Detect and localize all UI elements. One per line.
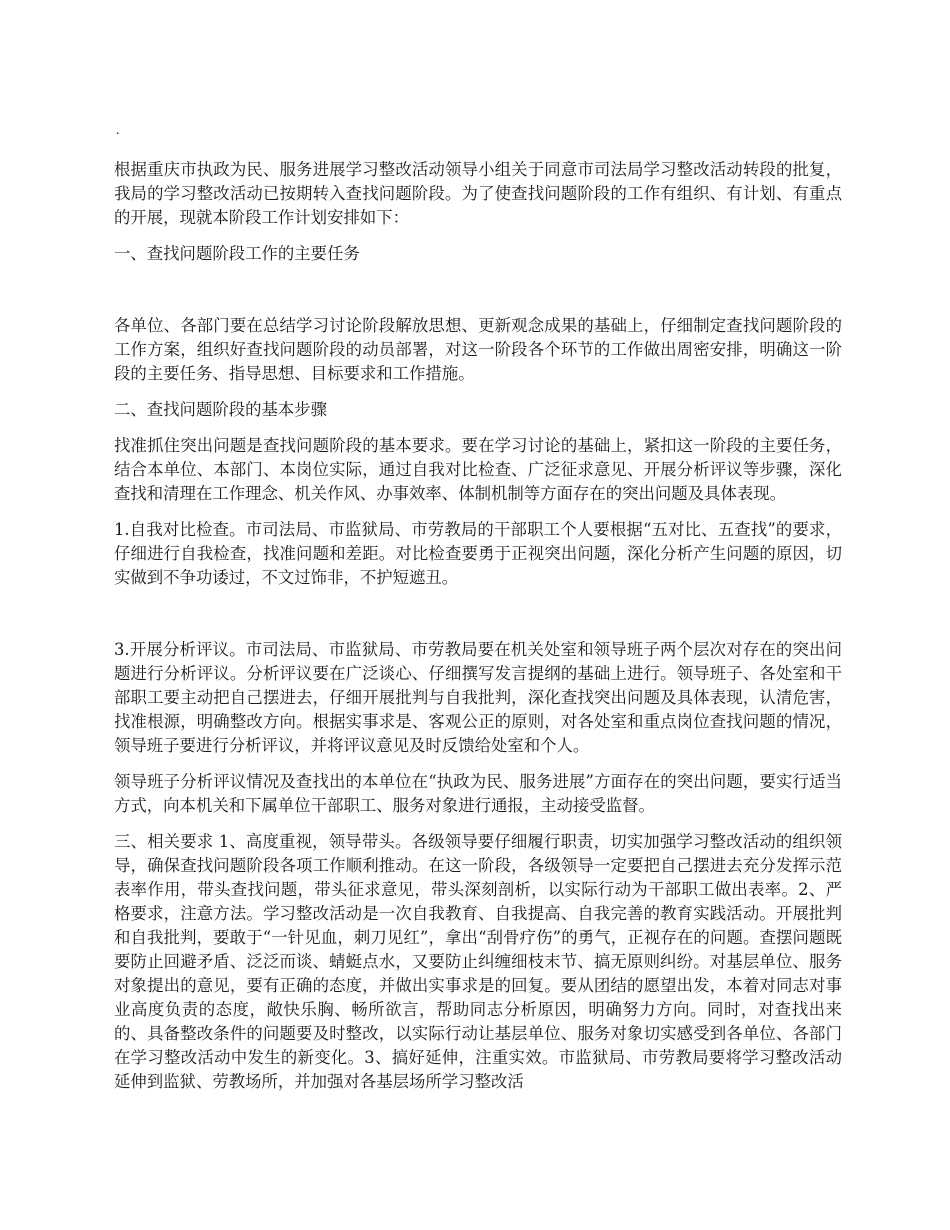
step-3-paragraph: 3.开展分析评议。市司法局、市监狱局、市劳教局要在机关处室和领导班子两个层次对存在的突出问题进行分析评议。分析评议要在广泛谈心、仔细撰写发言提纲的基础上进行。领导班子、各处室和干部职工要主动把自己摆进去，仔细开展批判与自我批判，深化查找突出问题及具体表现，认清危害，找准根源，明确整改方向。根据实事求是、客观公正的原则，对各处室和重点岗位查找问题的情况，领导班子要进行分析评议，并将评议意见及时反馈给处室和个人。: [114, 640, 842, 755]
section-1-paragraph: 各单位、各部门要在总结学习讨论阶段解放思想、更新观念成果的基础上，仔细制定查找问题阶段的工作方案，组织好查找问题阶段的动员部署，对这一阶段各个环节的工作做出周密安排，明确这一阶段的主要任务、指导思想、目标要求和工作措施。: [114, 316, 842, 383]
intro-paragraph: 根据重庆市执政为民、服务进展学习整改活动领导小组关于同意市司法局学习整改活动转段的批复，我局的学习整改活动已按期转入查找问题阶段。为了使查找问题阶段的工作有组织、有计划、有重点的开展，现就本阶段工作计划安排如下：: [114, 160, 842, 227]
section-heading-1: 一、查找问题阶段工作的主要任务: [114, 244, 360, 263]
report-paragraph: 领导班子分析评议情况及查找出的本单位在“执政为民、服务进展”方面存在的突出问题，要实行适当方式，向本机关和下属单位干部职工、服务对象进行通报，主动接受监督。: [114, 772, 842, 815]
document-body: [114, 128, 842, 1106]
section-2-paragraph: 找准抓住突出问题是查找问题阶段的基本要求。要在学习讨论的基础上，紧扣这一阶段的主要任务，结合本单位、本部门、本岗位实际，通过自我对比检查、广泛征求意见、开展分析评议等步骤，深化查找和清理在工作理念、机关作风、办事效率、体制机制等方面存在的突出问题及具体表现。: [114, 436, 842, 503]
page-marker-dot: .: [116, 123, 120, 138]
step-1-paragraph: 1.自我对比检查。市司法局、市监狱局、市劳教局的干部职工个人要根据“五对比、五查找”的要求，仔细进行自我检查，找准问题和差距。对比检查要勇于正视突出问题，深化分析产生问题的原因，切实做到不争功诿过，不文过饰非，不护短遮丑。: [114, 520, 842, 587]
section-3-paragraph: 三、相关要求 1、高度重视，领导带头。各级领导要仔细履行职责，切实加强学习整改活动的组织领导，确保查找问题阶段各项工作顺利推动。在这一阶段，各级领导一定要把自己摆进去充分发挥示范表率作用，带头查找问题，带头征求意见，带头深刻剖析，以实际行动为干部职工做出表率。2、严格要求，注意方法。学习整改活动是一次自我教育、自我提高、自我完善的教育实践活动。开展批判和自我批判，要敢于“一针见血，刺刀见红”，拿出“刮骨疗伤”的勇气，正视存在的问题。查摆问题既要防止回避矛盾、泛泛而谈、蜻蜓点水，又要防止纠缠细枝末节、搞无原则纠纷。对基层单位、服务对象提出的意见，要有正确的态度，并做出实事求是的回复。要从团结的愿望出发，本着对同志对事业高度负责的态度，敞快乐胸、畅所欲言，帮助同志分析原因，明确努力方向。同时，对查找出来的、具备整改条件的问题要及时整改，以实际行动让基层单位、服务对象切实感受到各单位、各部门在学习整改活动中发生的新变化。3、搞好延伸，注重实效。市监狱局、市劳教局要将学习整改活动延伸到监狱、劳教场所，并加强对各基层场所学习整改活: [114, 832, 842, 1091]
section-heading-2: 二、查找问题阶段的基本步骤: [114, 400, 328, 419]
